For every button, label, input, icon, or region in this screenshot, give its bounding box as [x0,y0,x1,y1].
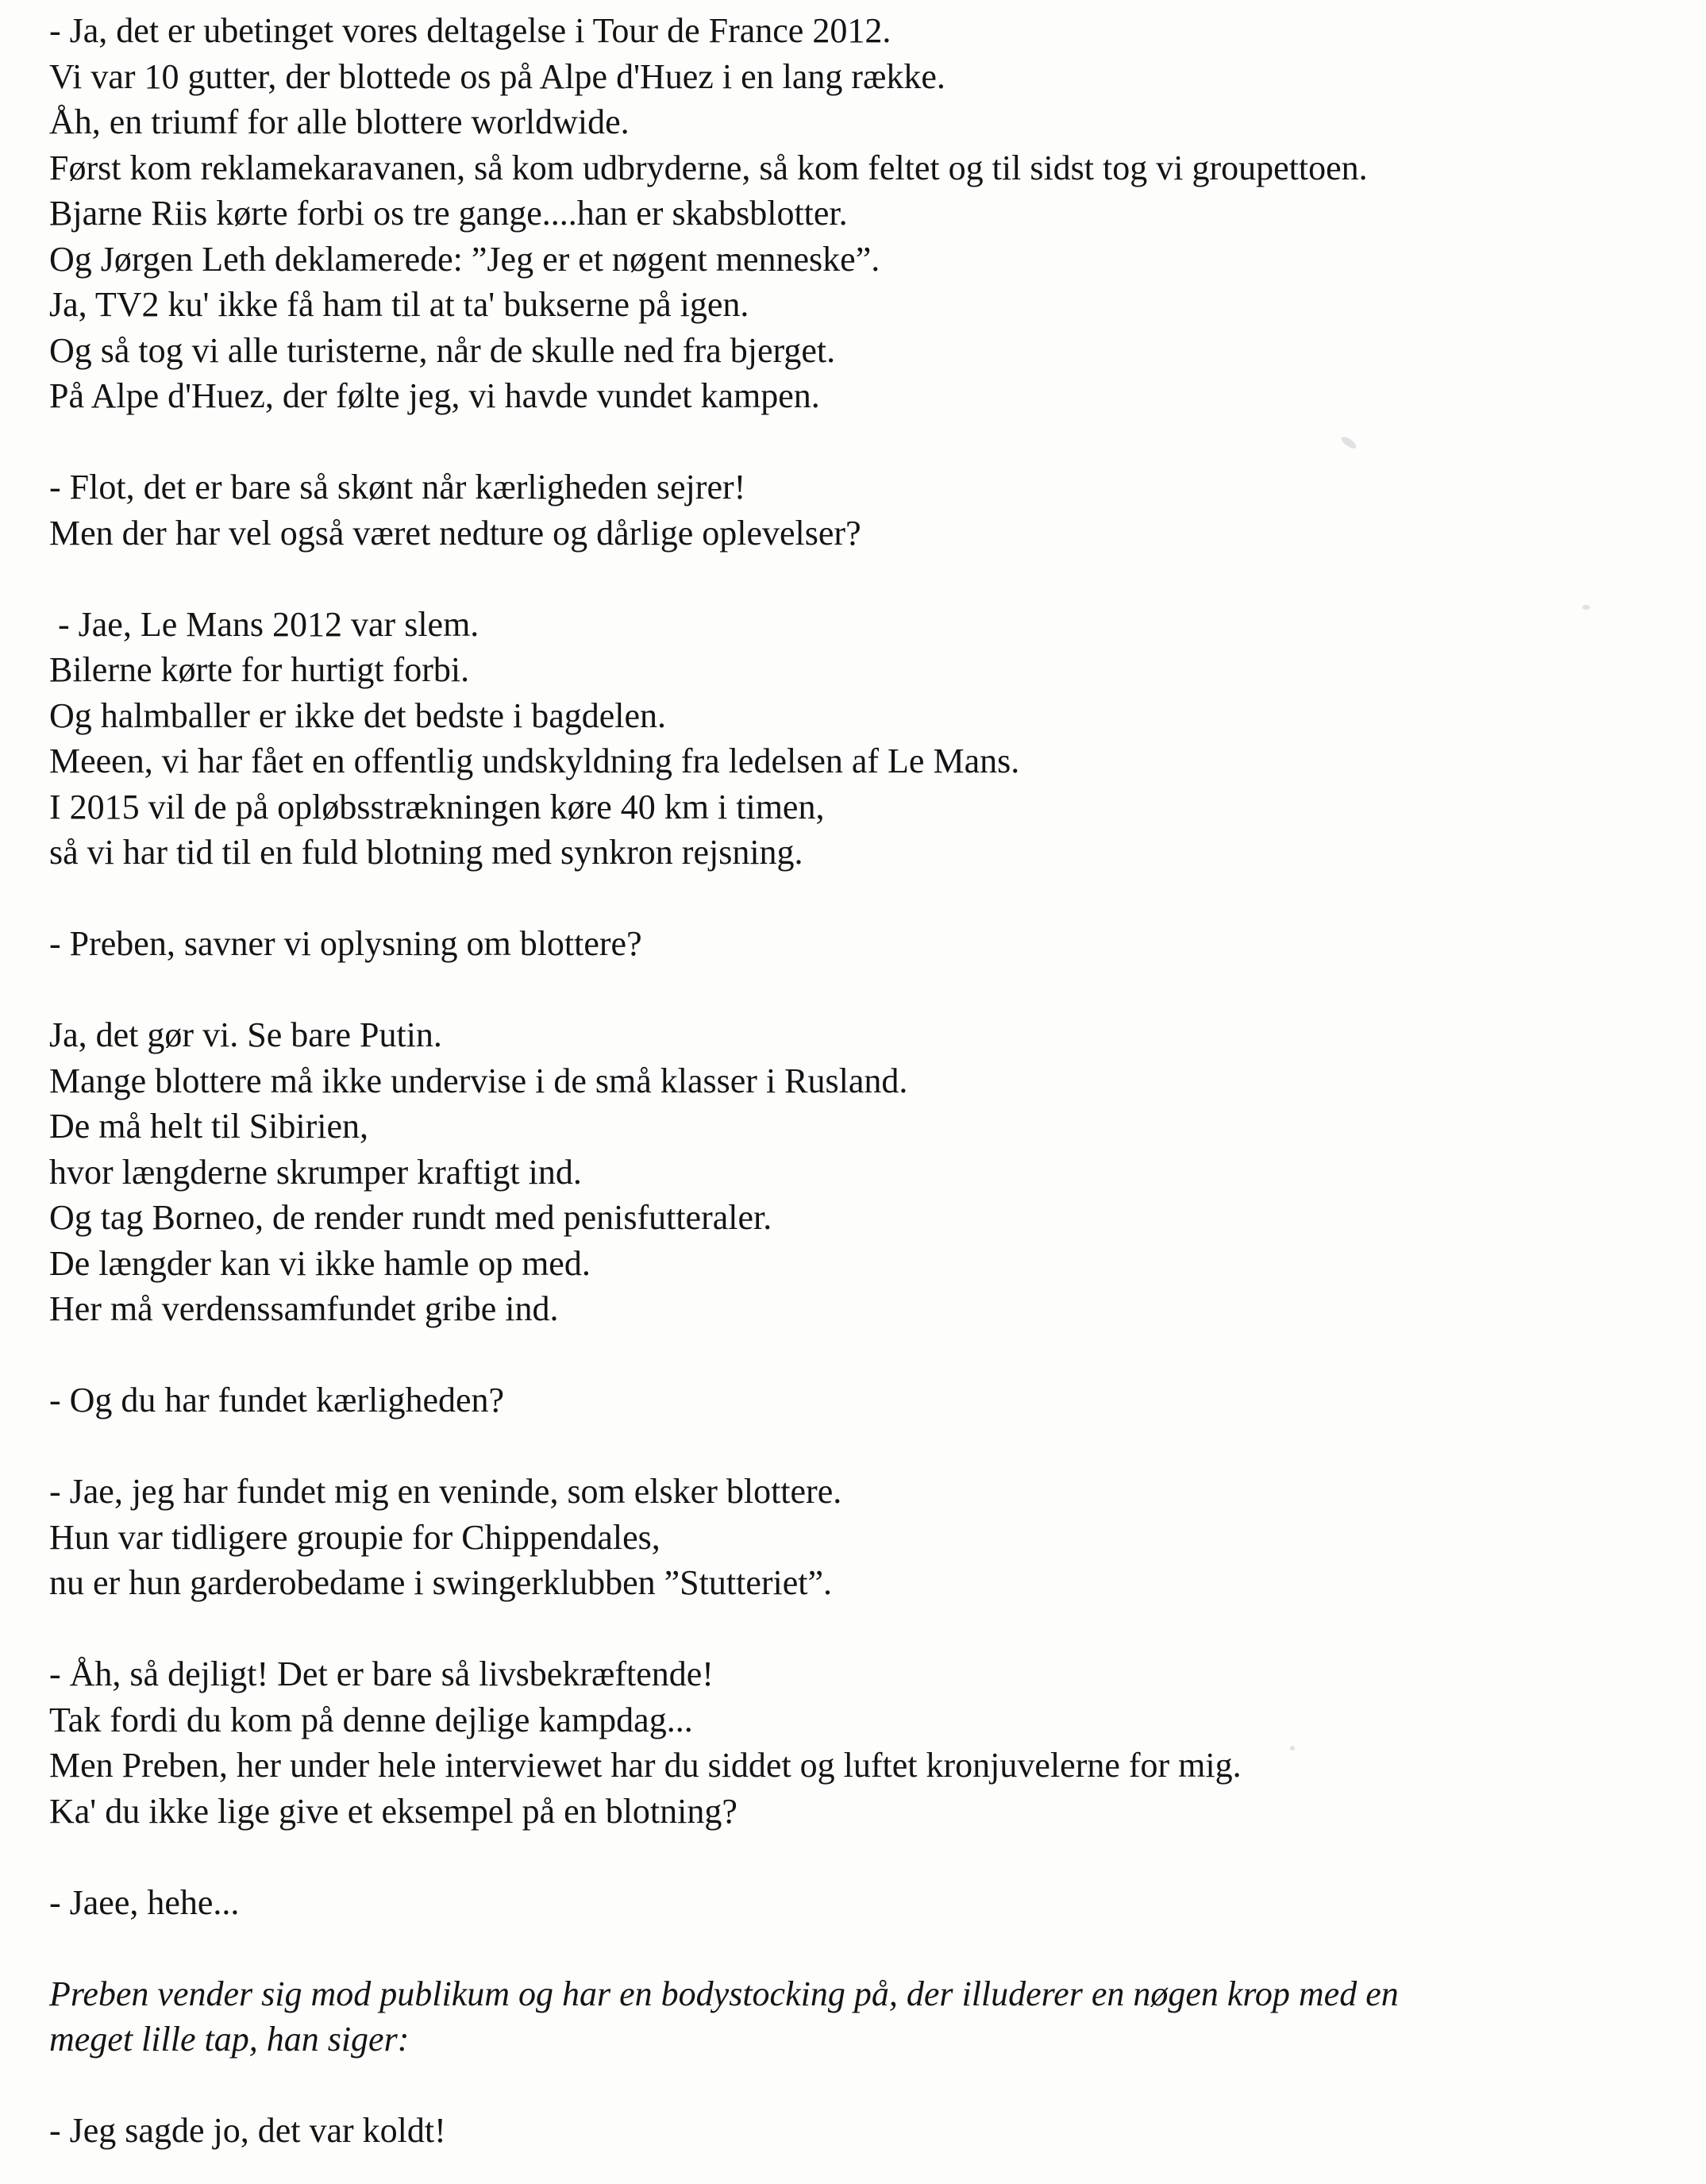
text-line: De længder kan vi ikke hamle op med. [49,1243,591,1283]
blank-line [49,556,1677,602]
text-line: Vi var 10 gutter, der blottede os på Alpe d'Huez i en lang række. [49,56,945,96]
text-line: - Preben, savner vi oplysning om blottere? [49,924,642,963]
text-line: Men Preben, her under hele interviewet har du siddet og luftet kronjuvelerne for mig. [49,1746,1242,1785]
stage-direction-line: meget lille tap, han siger: [49,2020,410,2059]
text-line: Men der har vel også været nedture og dårlige oplevelser? [49,513,861,553]
text-line: Tak fordi du kom på denne dejlige kampdag... [49,1700,693,1739]
text-line: Først kom reklamekaravanen, så kom udbryderne, så kom feltet og til sidst tog vi groupettoen. [49,148,1368,187]
document-body [49,8,1677,2154]
stage-direction-line: Preben vender sig mod publikum og har en bodystocking på, der illuderer en nøgen krop med en [49,1974,1399,2013]
text-line: Ja, det gør vi. Se bare Putin. [49,1015,442,1054]
blank-line [49,967,1677,1013]
text-line: - Flot, det er bare så skønt når kærligheden sejrer! [49,468,746,507]
text-line: I 2015 vil de på opløbsstrækningen køre 40 km i timen, [49,787,825,826]
blank-line [49,419,1677,465]
text-line: Bilerne kørte for hurtigt forbi. [49,650,470,689]
blank-line [49,876,1677,922]
text-line: - Jeg sagde jo, det var koldt! [49,2111,446,2150]
text-line: De må helt til Sibirien, [49,1107,369,1146]
text-line: Ja, TV2 ku' ikke få ham til at ta' bukserne på igen. [49,285,749,324]
blank-line [49,1332,1677,1378]
text-line: Og halmballer er ikke det bedste i bagdelen. [49,695,667,735]
text-line: Åh, en triumf for alle blottere worldwide. [49,102,630,141]
text-line: - Jaee, hehe... [49,1882,240,1922]
blank-line [49,1925,1677,1971]
text-line: så vi har tid til en fuld blotning med synkron rejsning. [49,833,803,872]
text-line: - Og du har fundet kærligheden? [49,1381,505,1419]
text-line: Og så tog vi alle turisterne, når de skulle ned fra bjerget. [49,330,836,370]
text-line: - Jae, Le Mans 2012 var slem. [49,604,479,644]
blank-line [49,1423,1677,1469]
text-line: Meeen, vi har fået en offentlig undskyldning fra ledelsen af Le Mans. [49,741,1020,780]
text-line: Og tag Borneo, de render rundt med penisfutteraler. [49,1198,772,1237]
text-line: Bjarne Riis kørte forbi os tre gange....han er skabsblotter. [49,194,848,233]
text-line: hvor længderne skrumper kraftigt ind. [49,1152,582,1192]
blank-line [49,2063,1677,2109]
text-line: Her må verdenssamfundet gribe ind. [49,1289,559,1328]
blank-line [49,1606,1677,1652]
text-line: På Alpe d'Huez, der følte jeg, vi havde vundet kampen. [49,376,820,415]
blank-line [49,1834,1677,1880]
text-line: - Åh, så dejligt! Det er bare så livsbekræftende! [49,1654,714,1693]
text-line: Ka' du ikke lige give et eksempel på en blotning? [49,1791,737,1831]
text-line: Mange blottere må ikke undervise i de små klasser i Rusland. [49,1061,908,1100]
text-line: Hun var tidligere groupie for Chippendales, [49,1517,660,1557]
text-line: - Jae, jeg har fundet mig en veninde, som elsker blottere. [49,1472,842,1511]
text-line: nu er hun garderobedame i swingerklubben ”Stutteriet”. [49,1563,833,1602]
text-line: - Ja, det er ubetinget vores deltagelse i Tour de France 2012. [49,11,892,50]
text-line: Og Jørgen Leth deklamerede: ”Jeg er et nøgent menneske”. [49,239,880,279]
